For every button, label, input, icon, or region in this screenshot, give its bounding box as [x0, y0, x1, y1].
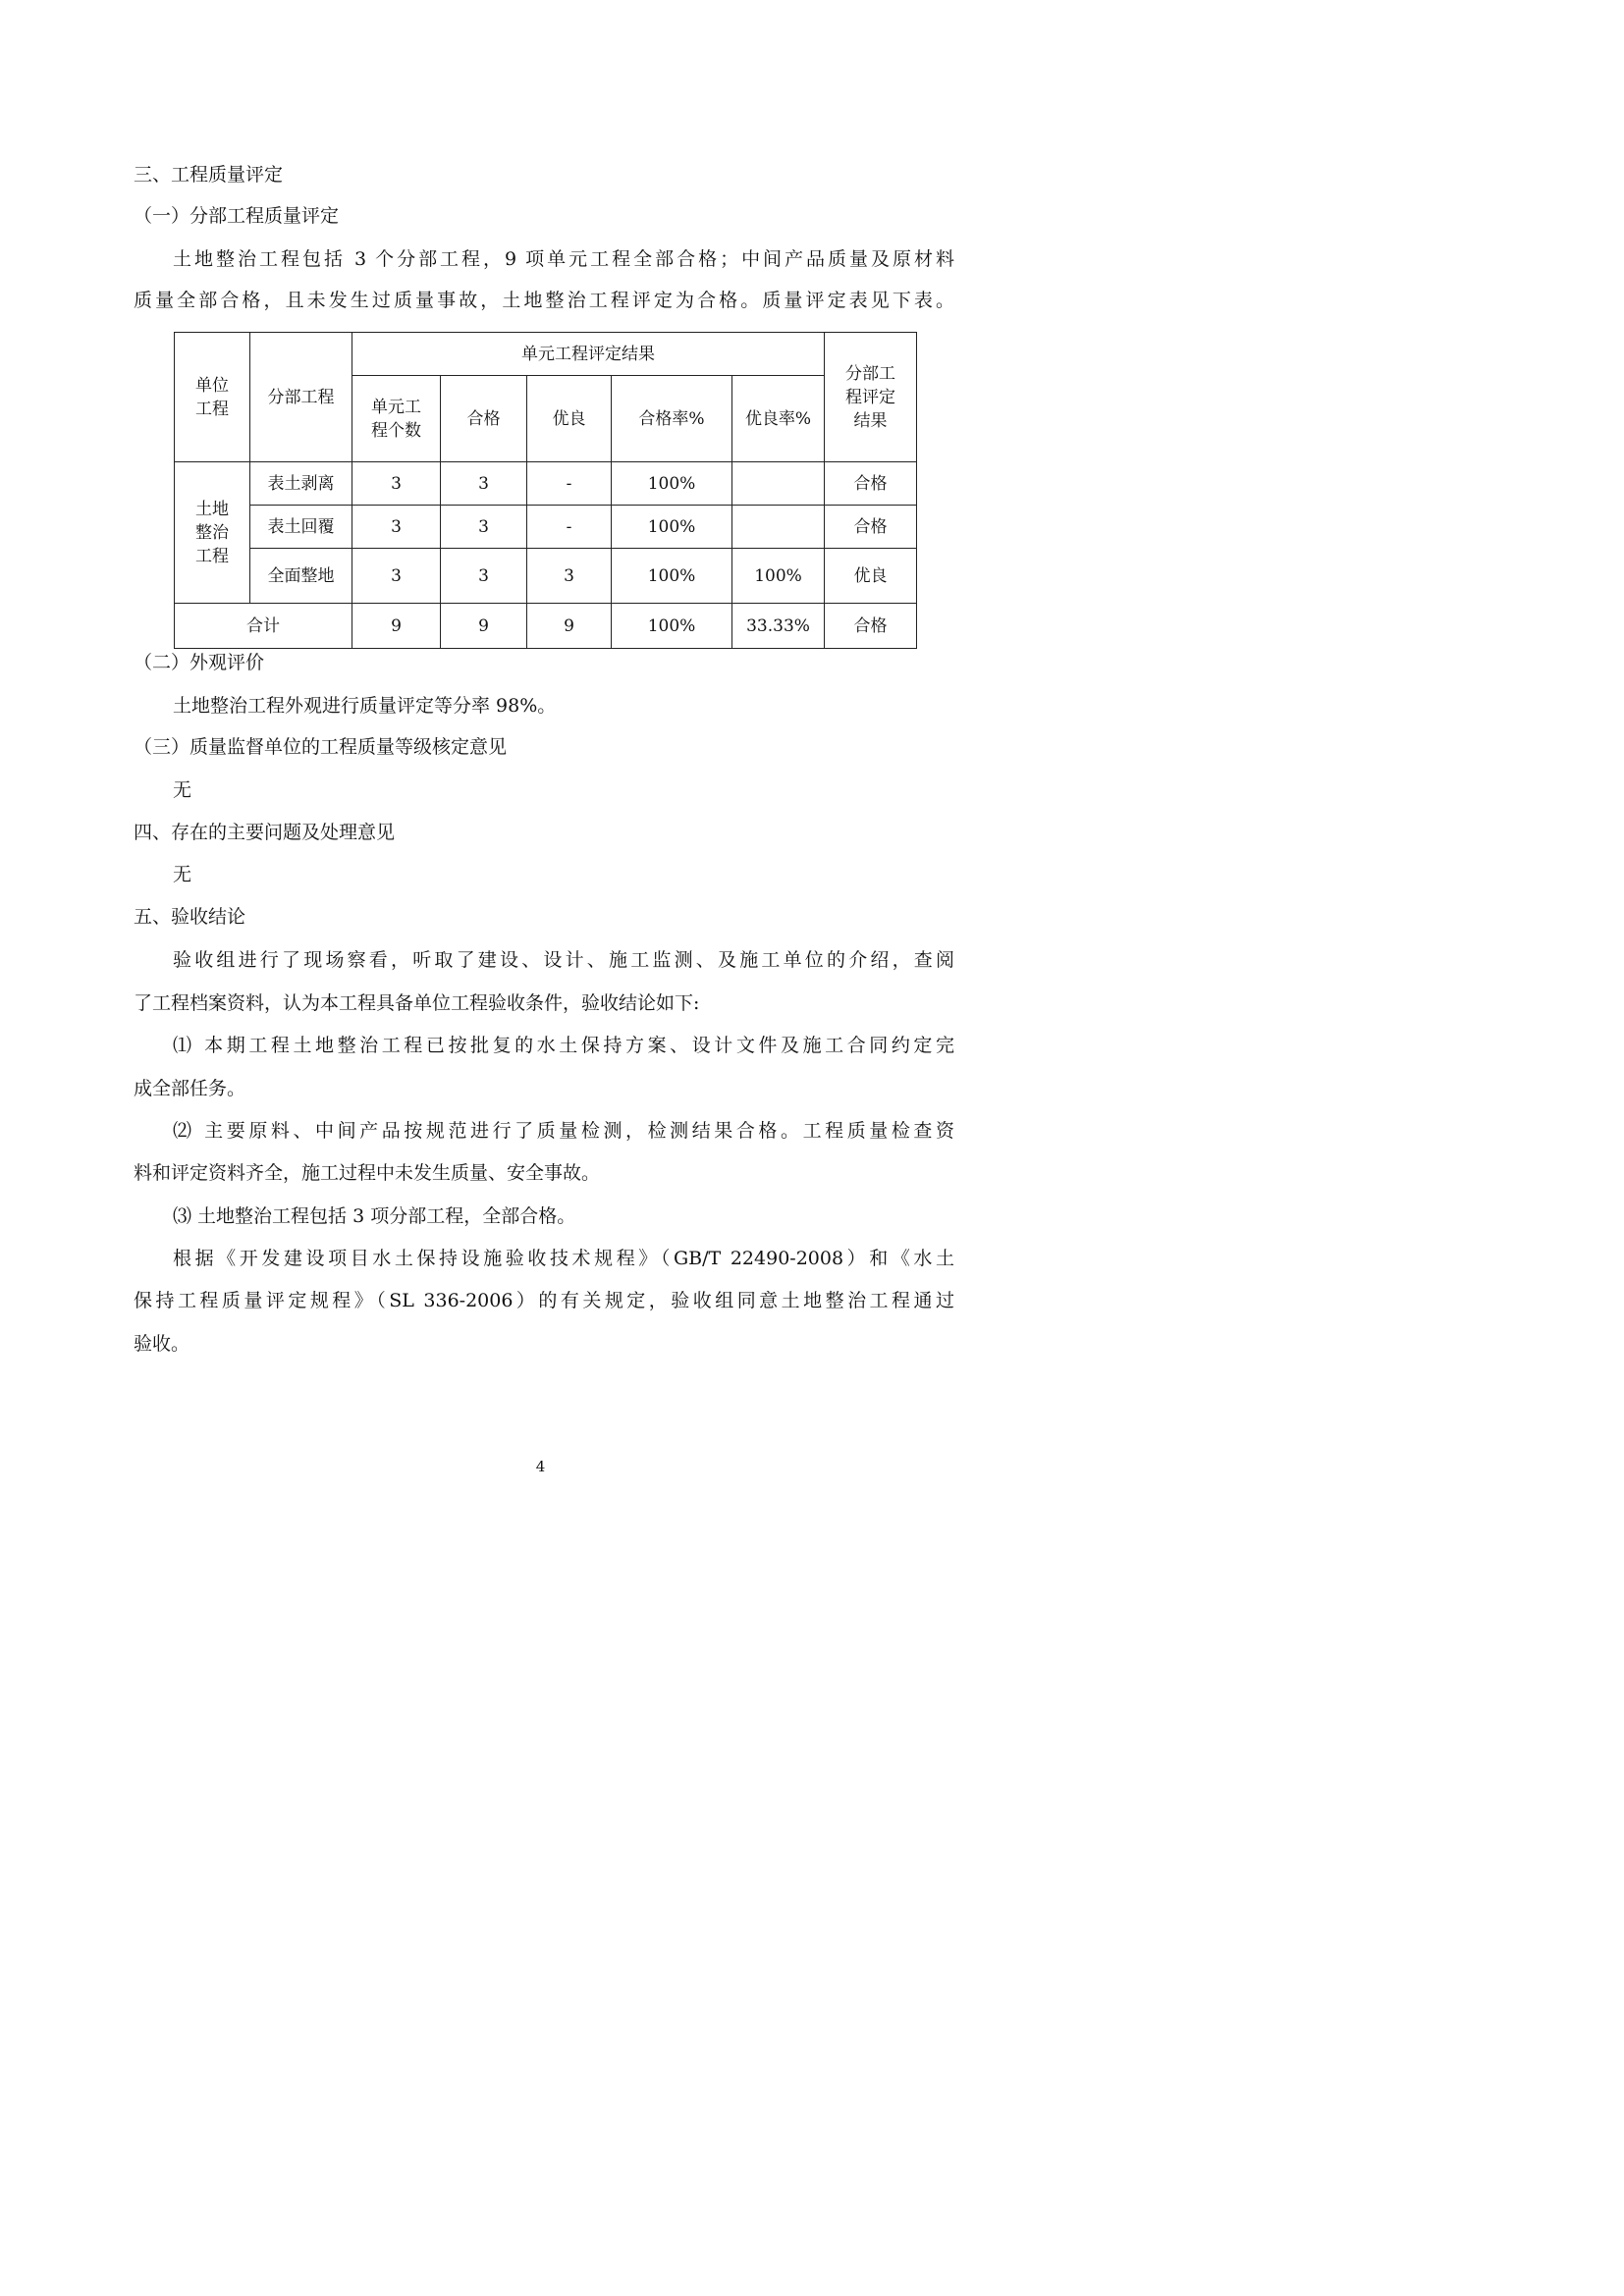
pass-cell: 3 — [441, 549, 527, 604]
section-heading-3: 三、工程质量评定 — [134, 164, 284, 186]
good-rate-cell: 100% — [732, 549, 825, 604]
good-cell: - — [527, 506, 612, 549]
table-row — [175, 462, 917, 506]
header-division-cell: 分部工程 — [250, 333, 352, 462]
pass-rate-cell: 100% — [612, 462, 732, 506]
count-cell: 9 — [352, 604, 441, 649]
table-row — [175, 506, 917, 549]
count-cell: 3 — [352, 506, 441, 549]
header-group-cell: 单元工程评定结果 — [352, 333, 825, 376]
good-cell: - — [527, 462, 612, 506]
paragraph-line: 验收组进行了现场察看，听取了建设、设计、施工监测、及施工单位的介绍，查阅 — [173, 949, 954, 971]
good-cell: 3 — [527, 549, 612, 604]
header-pass-rate-cell: 合格率% — [612, 376, 732, 462]
result-cell: 合格 — [825, 506, 917, 549]
pass-rate-cell: 100% — [612, 549, 732, 604]
division-name-cell: 表土回覆 — [250, 506, 352, 549]
list-item: ⑶ 土地整治工程包括 3 项分部工程，全部合格。 — [173, 1205, 576, 1227]
good-rate-cell — [732, 462, 825, 506]
list-item: ⑵ 主要原料、中间产品按规范进行了质量检测，检测结果合格。工程质量检查资 — [173, 1120, 954, 1142]
paragraph-line: 土地整治工程外观进行质量评定等分率 98%。 — [173, 695, 557, 717]
pass-rate-cell: 100% — [612, 506, 732, 549]
section-heading-4: 四、存在的主要问题及处理意见 — [134, 822, 396, 843]
result-cell: 合格 — [825, 462, 917, 506]
pass-cell: 3 — [441, 506, 527, 549]
total-row — [175, 604, 917, 649]
header-pass-cell: 合格 — [441, 376, 527, 462]
subheading-3: （三）质量监督单位的工程质量等级核定意见 — [134, 736, 508, 758]
paragraph-line: 无 — [173, 864, 192, 885]
pass-rate-cell: 100% — [612, 604, 732, 649]
paragraph-line: 土地整治工程包括 3 个分部工程，9 项单元工程全部合格；中间产品质量及原材料 — [173, 248, 954, 270]
count-cell: 3 — [352, 462, 441, 506]
paragraph-line: 保持工程质量评定规程》（SL 336-2006）的有关规定，验收组同意土地整治工程通过 — [134, 1290, 954, 1311]
header-unit-cell: 单位 工程 — [175, 333, 250, 462]
section-heading-5: 五、验收结论 — [134, 906, 246, 928]
list-item: 成全部任务。 — [134, 1078, 246, 1099]
paragraph-line: 无 — [173, 779, 192, 801]
pass-cell: 9 — [441, 604, 527, 649]
list-item: ⑴ 本期工程土地整治工程已按批复的水土保持方案、设计文件及施工合同约定完 — [173, 1035, 954, 1056]
pass-cell: 3 — [441, 462, 527, 506]
table-row — [175, 549, 917, 604]
paragraph-line: 根据《开发建设项目水土保持设施验收技术规程》（GB/T 22490-2008）和《水土 — [173, 1248, 954, 1269]
quality-table — [174, 332, 917, 649]
page-number: 4 — [535, 1458, 546, 1475]
paragraph-line: 了工程档案资料，认为本工程具备单位工程验收条件，验收结论如下: — [134, 992, 700, 1014]
good-rate-cell: 33.33% — [732, 604, 825, 649]
total-label-cell: 合计 — [175, 604, 352, 649]
result-cell: 合格 — [825, 604, 917, 649]
count-cell: 3 — [352, 549, 441, 604]
division-name-cell: 表土剥离 — [250, 462, 352, 506]
header-good-cell: 优良 — [527, 376, 612, 462]
subheading-1: （一）分部工程质量评定 — [134, 205, 340, 227]
paragraph-line: 质量全部合格，且未发生过质量事故，土地整治工程评定为合格。质量评定表见下表。 — [134, 290, 954, 311]
header-good-rate-cell: 优良率% — [732, 376, 825, 462]
good-rate-cell — [732, 506, 825, 549]
subheading-2: （二）外观评价 — [134, 652, 265, 673]
division-name-cell: 全面整地 — [250, 549, 352, 604]
header-result-cell: 分部工 程评定 结果 — [825, 333, 917, 462]
result-cell: 优良 — [825, 549, 917, 604]
unit-name-cell: 土地 整治 工程 — [175, 462, 250, 604]
good-cell: 9 — [527, 604, 612, 649]
paragraph-line: 验收。 — [134, 1333, 190, 1355]
list-item: 料和评定资料齐全，施工过程中未发生质量、安全事故。 — [134, 1162, 601, 1184]
header-count-cell: 单元工 程个数 — [352, 376, 441, 462]
